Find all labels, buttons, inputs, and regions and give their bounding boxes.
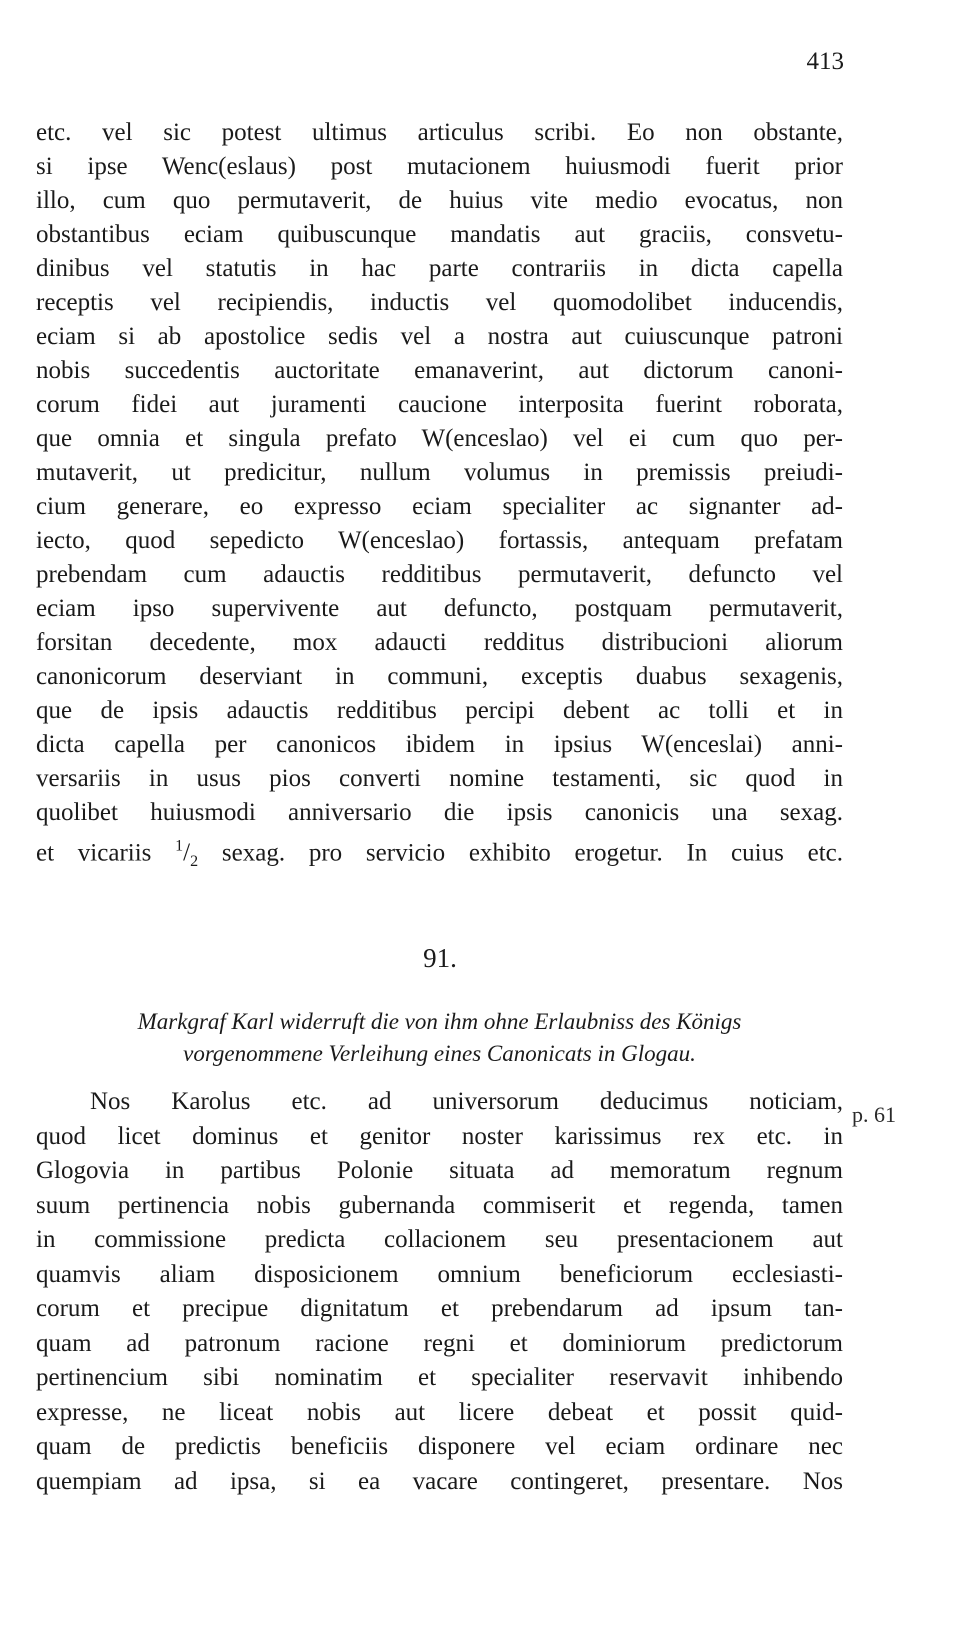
text-line: suum pertinencia nobis gubernanda commiserit et regenda, tamen: [36, 1191, 843, 1219]
text-line: cium generare, eo expresso eciam specialiter ac signanter ad-: [36, 493, 843, 520]
text-line: canonicorum deserviant in communi, exceptis duabus sexagenis,: [36, 663, 843, 690]
text-line: quamvis aliam disposicionem omnium beneficiorum ecclesiasti-: [36, 1260, 843, 1288]
text-segment: et vicariis: [36, 839, 176, 867]
text-line: pertinencium sibi nominatim et specialiter reservavit inhibendo: [36, 1364, 843, 1391]
heading-line: vorgenommene Verleihung eines Canonicats in Glogau.: [183, 1041, 696, 1066]
page-number: 413: [806, 48, 844, 75]
text-line: receptis vel recipiendis, inductis vel quomodolibet inducendis,: [36, 289, 843, 316]
text-line: expresse, ne liceat nobis aut licere debeat et possit quid-: [36, 1398, 843, 1426]
text-line: iecto, quod sepedicto W(enceslao) fortassis, antequam prefatam: [36, 527, 843, 554]
fraction-denominator: 2: [190, 853, 199, 871]
text-line: quolibet huiusmodi anniversario die ipsis canonicis una sexag.: [36, 799, 843, 826]
text-line: prebendam cum adauctis redditibus permutaverit, defuncto vel: [36, 561, 843, 588]
margin-page-reference: p. 61: [852, 1102, 896, 1127]
paragraph-continuation: [36, 116, 843, 871]
text-line: quempiam ad ipsa, si ea vacare contingeret, presentare. Nos: [36, 1467, 843, 1495]
text-segment: sexag. pro servicio exhibito erogetur. In cuius etc.: [198, 839, 843, 867]
text-line: si ipse Wenc(eslaus) post mutacionem huiusmodi fuerit prior: [36, 153, 843, 180]
text-line: que de ipsis adauctis redditibus percipi debent ac tolli et in: [36, 697, 843, 724]
fraction-half: $^1/_2$: [175, 838, 199, 871]
text-line: quam de predictis beneficiis disponere vel eciam ordinare nec: [36, 1433, 843, 1460]
text-line: versariis in usus pios converti nomine testamenti, sic quod in: [36, 765, 843, 792]
text-line: eciam si ab apostolice sedis vel a nostra aut cuiuscunque patroni: [36, 323, 843, 350]
text-line: eciam ipso supervivente aut defuncto, postquam permutaverit,: [36, 595, 843, 622]
paragraph-document-91: [36, 1085, 843, 1499]
text-line: obstantibus eciam quibuscunque mandatis aut graciis, consvetu-: [36, 221, 843, 248]
text-line: dinibus vel statutis in hac parte contrariis in dicta capella: [36, 255, 843, 282]
text-line: etc. vel sic potest ultimus articulus scribi. Eo non obstante,: [36, 119, 843, 146]
document-heading: [36, 1006, 843, 1070]
text-line: quod licet dominus et genitor noster karissimus rex etc. in: [36, 1122, 843, 1150]
text-line: Nos Karolus etc. ad universorum deducimus noticiam,: [90, 1088, 843, 1115]
text-line: que omnia et singula prefato W(enceslao) vel ei cum quo per-: [36, 425, 843, 452]
text-line: illo, cum quo permutaverit, de huius vite medio evocatus, non: [36, 187, 843, 214]
text-line: quam ad patronum racione regni et dominiorum predictorum: [36, 1329, 843, 1357]
text-line: forsitan decedente, mox adaucti redditus distribucioni aliorum: [36, 629, 843, 656]
text-line: nobis succedentis auctoritate emanaverint, aut dictorum canoni-: [36, 357, 843, 384]
document-number: 91.: [423, 943, 457, 973]
text-line: corum fidei aut juramenti caucione interposita fuerint roborata,: [36, 391, 843, 418]
text-line: dicta capella per canonicos ibidem in ipsius W(enceslai) anni-: [36, 731, 843, 758]
text-line: Glogovia in partibus Polonie situata ad memoratum regnum: [36, 1157, 843, 1184]
text-line: mutaverit, ut predicitur, nullum volumus in premissis preiudi-: [36, 459, 843, 486]
text-line: in commissione predicta collacionem seu presentacionem aut: [36, 1226, 843, 1253]
text-line-last: [36, 830, 843, 871]
text-line: corum et precipue dignitatum et prebendarum ad ipsum tan-: [36, 1295, 843, 1322]
fraction-numerator: 1: [175, 838, 184, 855]
heading-line: Markgraf Karl widerruft die von ihm ohne Erlaubniss des Königs: [137, 1009, 742, 1034]
